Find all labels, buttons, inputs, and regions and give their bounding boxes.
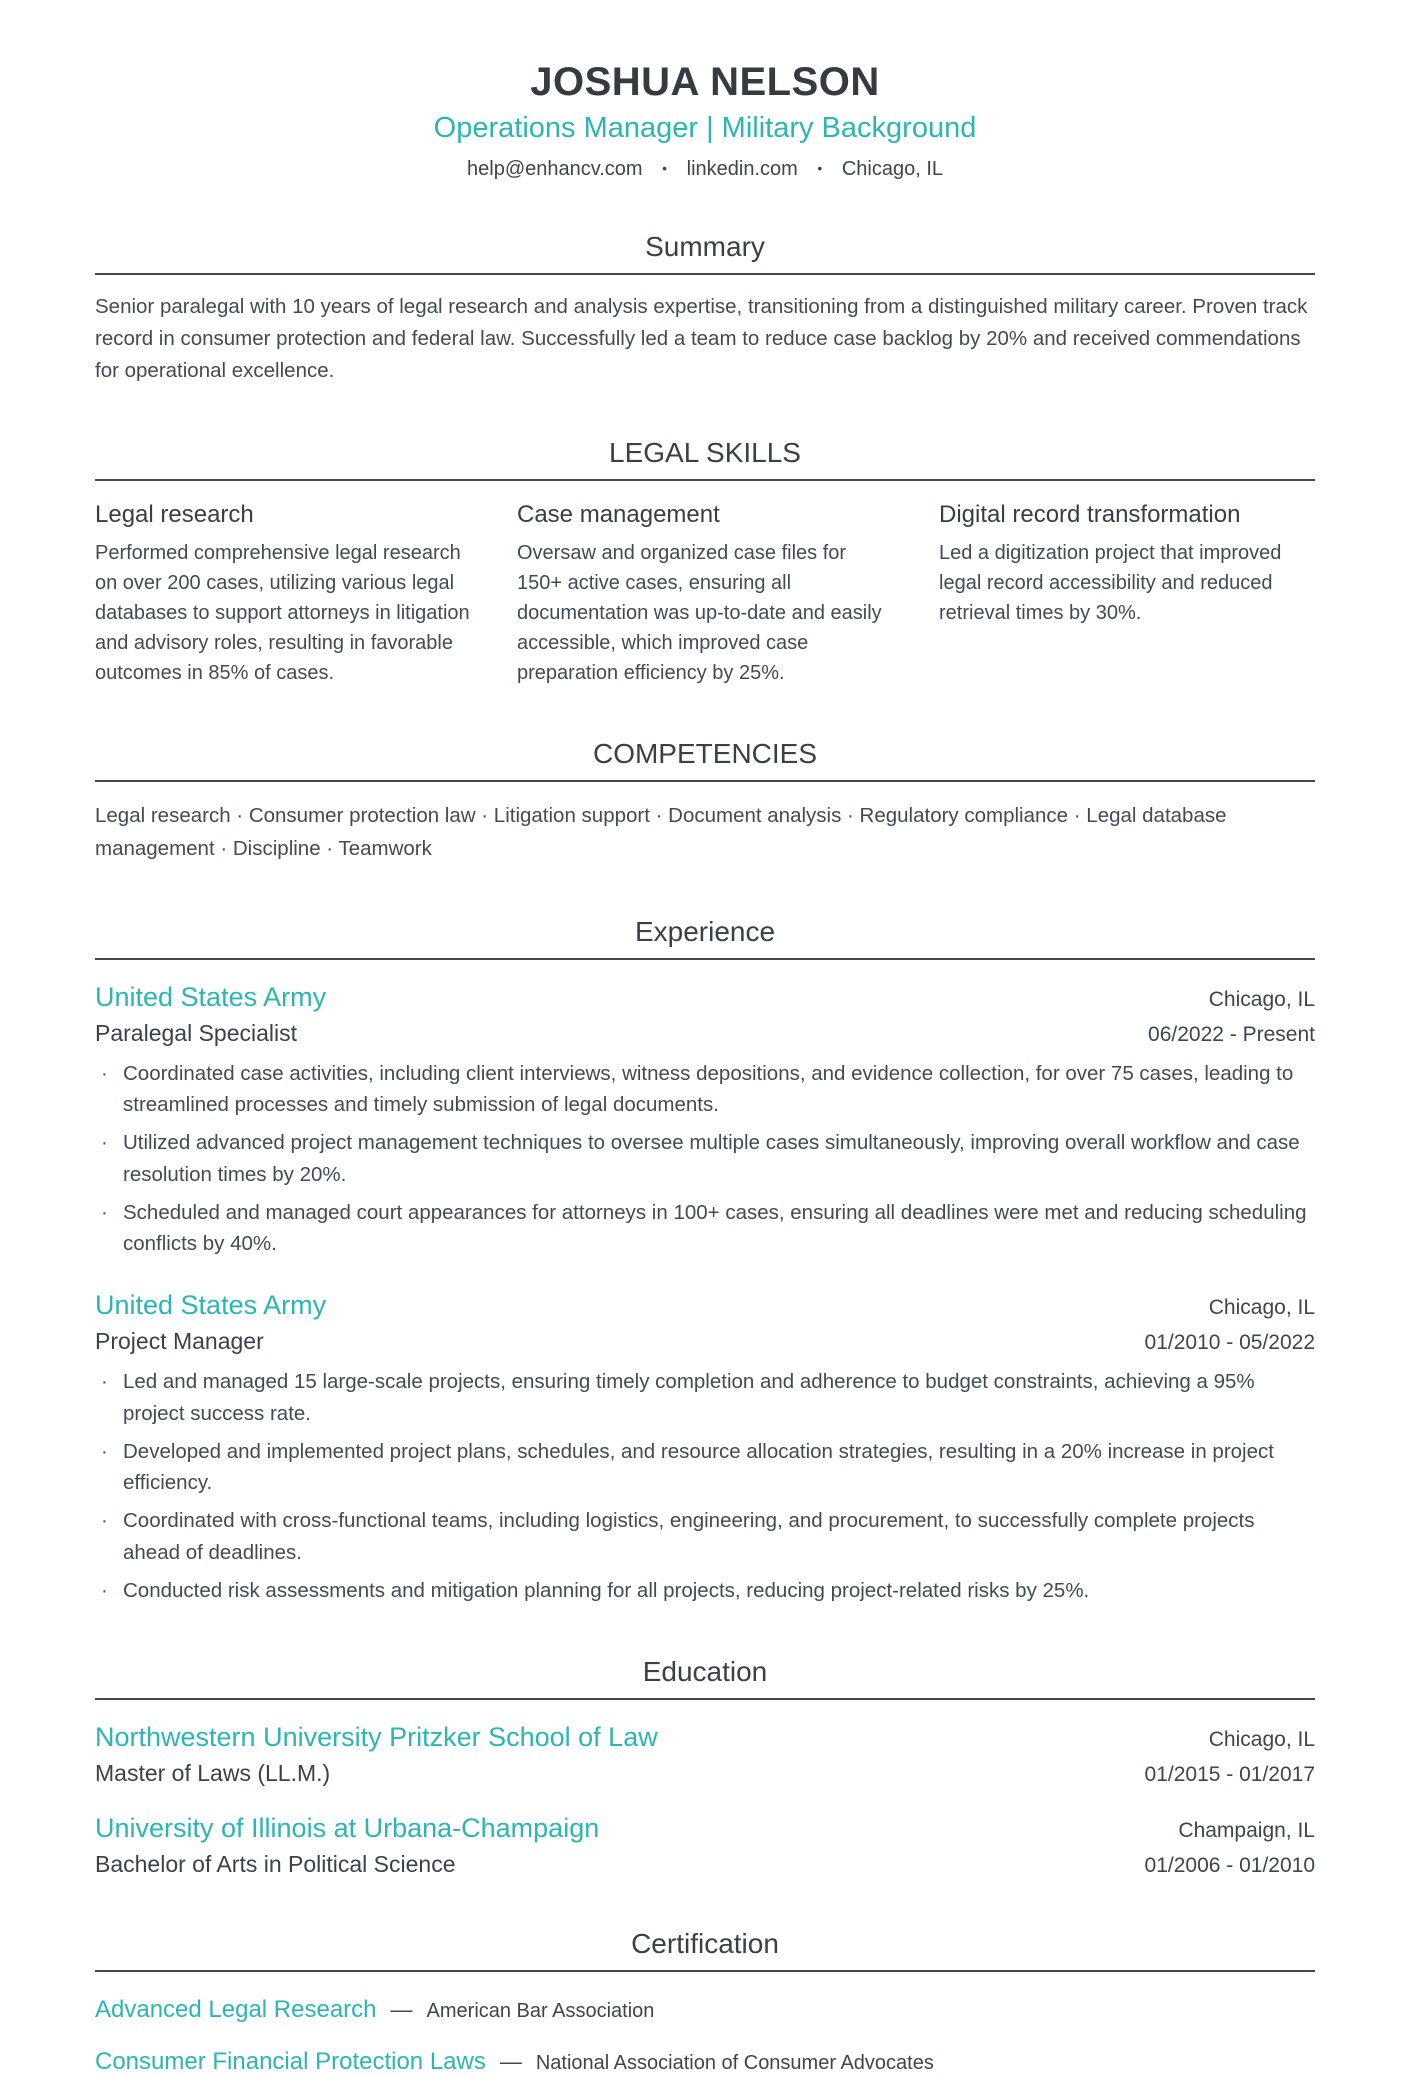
school-subheader-row [95, 1753, 1315, 1787]
company-name: United States Army [95, 981, 327, 1012]
bullet-item: · Led and managed 15 large-scale projects, ensuring timely completion and adherence to budget constraints, achieving a 95% project success rate. [95, 1366, 1315, 1430]
job-subheader-row [95, 1321, 1315, 1355]
dash-separator: — [390, 1997, 413, 2023]
certification-issuer: American Bar Association [426, 2000, 655, 2023]
certification-entry [95, 2048, 1315, 2076]
contact-website-link[interactable]: linkedin.com [686, 158, 798, 180]
skill-column [95, 501, 471, 688]
job-role: Paralegal Specialist [95, 1019, 298, 1046]
section-divider [95, 479, 1315, 481]
school-dates: 01/2015 - 01/2017 [1144, 1763, 1315, 1787]
job-bullet-list [95, 1366, 1315, 1606]
contact-email-link[interactable]: help@enhancv.com [467, 158, 643, 180]
school-entry [95, 1722, 1315, 1787]
section-heading-legal-skills: LEGAL SKILLS [609, 436, 801, 468]
school-header-row [95, 1722, 1315, 1753]
bullet-item: · Developed and implemented project plans, schedules, and resource allocation strategies, resulting in a 20% increase in project efficiency. [95, 1436, 1315, 1500]
summary-text: Senior paralegal with 10 years of legal research and analysis expertise, transitioning from a distinguished military career. Proven track record in consumer protection and federal law. Successfully led a team to reduce case backlog by 20% and received commendations for operational excellence. [95, 295, 1308, 382]
section-divider [95, 1698, 1315, 1700]
section-heading-education: Education [642, 1656, 768, 1688]
school-name: University of Illinois at Urbana-Champaign [95, 1813, 600, 1844]
certification-entry [95, 1996, 1315, 2024]
section-competencies [95, 738, 1315, 866]
school-location: Chicago, IL [1208, 1728, 1315, 1752]
section-experience [95, 916, 1315, 1607]
section-heading-competencies: COMPETENCIES [592, 737, 818, 769]
section-heading-experience: Experience [634, 915, 776, 947]
section-certification [95, 1928, 1315, 2076]
bullet-item: · Coordinated with cross-functional teams, including logistics, engineering, and procurement, to successfully complete projects ahead of deadlines. [95, 1505, 1315, 1569]
resume-header [95, 60, 1315, 181]
person-headline: Operations Manager | Military Background [433, 112, 977, 144]
contact-line [95, 158, 1315, 181]
section-divider [95, 273, 1315, 275]
skill-description: Performed comprehensive legal research on over 200 cases, utilizing various legal databases to support attorneys in litigation and advisory roles, resulting in favorable outcomes in 85% of cases. [95, 541, 470, 684]
bullet-item: · Scheduled and managed court appearances for attorneys in 100+ cases, ensuring all deadlines were met and reducing scheduling conflicts by 40%. [95, 1197, 1315, 1261]
company-name: United States Army [95, 1290, 327, 1321]
job-header-row [95, 982, 1315, 1013]
school-subheader-row [95, 1844, 1315, 1878]
bullet-item: · Conducted risk assessments and mitigation planning for all projects, reducing project-related risks by 25%. [95, 1575, 1315, 1607]
certification-issuer: National Association of Consumer Advocates [535, 2052, 934, 2075]
section-legal-skills [95, 437, 1315, 688]
dash-separator: — [499, 2049, 522, 2075]
section-heading-summary: Summary [645, 231, 765, 262]
section-divider [95, 780, 1315, 782]
school-location: Champaign, IL [1178, 1819, 1315, 1843]
section-divider [95, 958, 1315, 960]
bullet-item: · Coordinated case activities, including client interviews, witness depositions, and evidence collection, for over 75 cases, leading to streamlined processes and timely submission of legal documents. [95, 1058, 1315, 1122]
job-entry [95, 982, 1315, 1261]
contact-location: Chicago, IL [841, 158, 943, 180]
school-header-row [95, 1813, 1315, 1844]
competency-list: Legal research · Consumer protection law · Litigation support · Document analysis · Regulatory compliance · Legal database management · Discipline · Teamwork [95, 803, 1227, 860]
job-location: Chicago, IL [1208, 987, 1315, 1011]
bullet-separator-icon: • [817, 160, 823, 176]
degree: Master of Laws (LL.M.) [95, 1760, 331, 1787]
skills-grid [95, 501, 1315, 688]
degree: Bachelor of Arts in Political Science [95, 1851, 456, 1878]
job-bullet-list [95, 1058, 1315, 1261]
person-name: JOSHUA NELSON [530, 60, 880, 104]
school-dates: 01/2006 - 01/2010 [1144, 1854, 1315, 1878]
skill-title: Legal research [95, 500, 254, 528]
job-header-row [95, 1290, 1315, 1321]
job-location: Chicago, IL [1208, 1296, 1315, 1320]
section-heading-certification: Certification [631, 1928, 779, 1960]
section-education [95, 1656, 1315, 1878]
skill-column [939, 501, 1315, 688]
skill-title: Case management [517, 500, 720, 528]
bullet-separator-icon: • [662, 160, 668, 176]
bullet-item: · Utilized advanced project management techniques to oversee multiple cases simultaneously, improving overall workflow and case resolution times by 20%. [95, 1127, 1315, 1191]
skill-description: Led a digitization project that improved legal record accessibility and reduced retrieval times by 30%. [939, 541, 1282, 624]
job-dates: 06/2022 - Present [1148, 1022, 1315, 1046]
certification-name: Advanced Legal Research [95, 1996, 377, 2024]
job-role: Project Manager [95, 1328, 264, 1355]
school-name: Northwestern University Pritzker School of Law [95, 1722, 658, 1753]
section-summary [95, 231, 1315, 387]
skill-description: Oversaw and organized case files for 150+ active cases, ensuring all documentation was up-to-date and easily accessible, which improved case preparation efficiency by 25%. [517, 541, 882, 684]
section-divider [95, 1970, 1315, 1972]
skill-title: Digital record transformation [939, 500, 1241, 528]
job-subheader-row [95, 1013, 1315, 1047]
skill-column [517, 501, 893, 688]
certification-name: Consumer Financial Protection Laws [95, 2048, 486, 2076]
job-entry [95, 1290, 1315, 1606]
job-dates: 01/2010 - 05/2022 [1144, 1331, 1315, 1355]
school-entry [95, 1813, 1315, 1878]
